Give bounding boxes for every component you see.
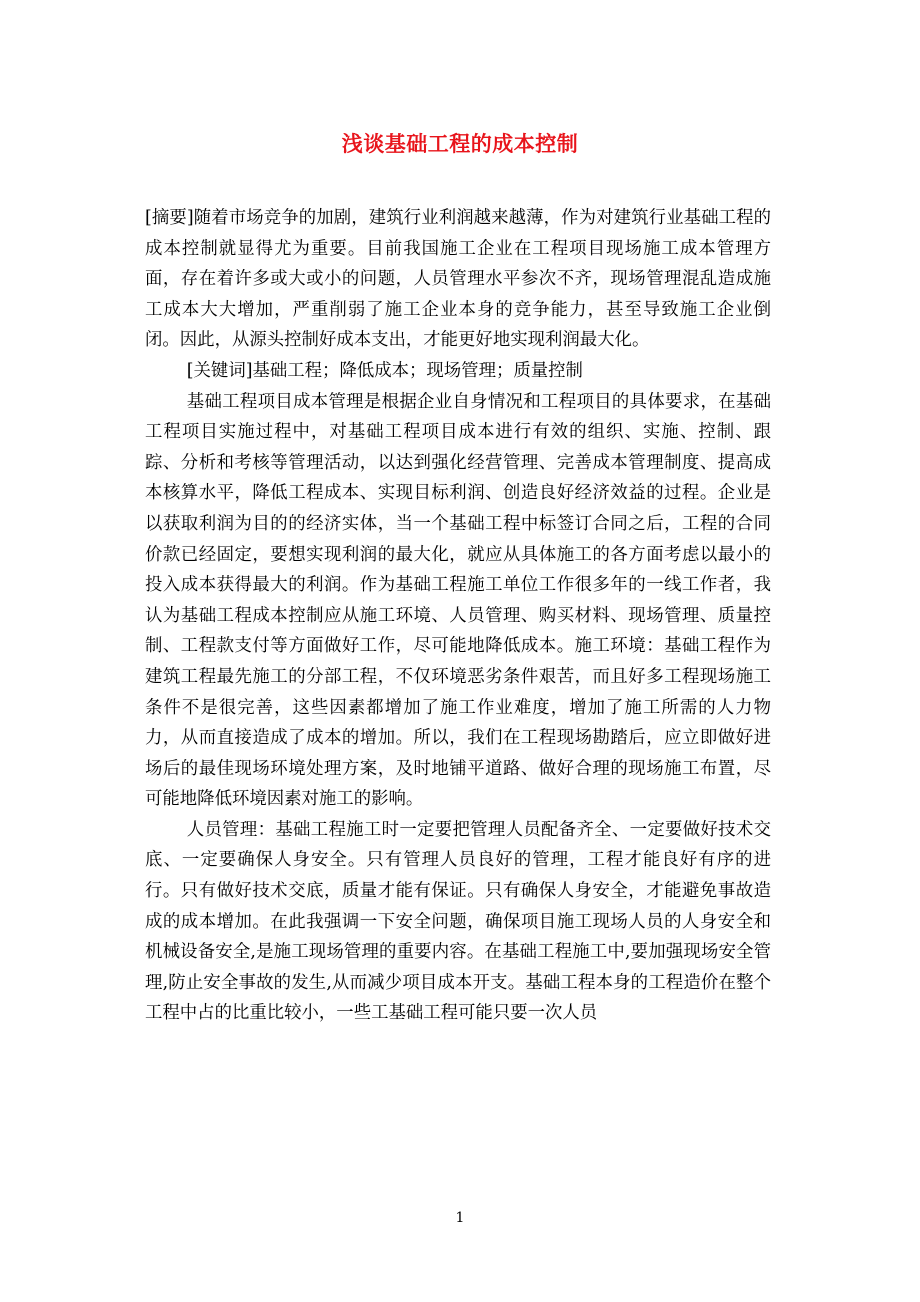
document-title: 浅谈基础工程的成本控制 <box>341 132 579 156</box>
page-number: 1 <box>455 1210 465 1226</box>
body-paragraph: 人员管理：基础工程施工时一定要把管理人员配备齐全、一定要做好技术交底、一定要确保人身安全。只有管理人员良好的管理，工程才能良好有序的进行。只有做好技术交底，质量才能有保证。只有确保人身安全，才能避免事故造成的成本增加。在此我强调一下安全问题，确保项目施工现场人员的人身安全和机械设备安全,是施工现场管理的重要内容。在基础工程施工中,要加强现场安全管理,防止安全事故的发生,从而减少项目成本开支。基础工程本身的工程造价在整个工程中占的比重比较小，一些工基础工程可能只要一次人员 <box>145 819 771 1024</box>
keywords-paragraph: [关键词]基础工程；降低成本；现场管理；质量控制 <box>186 360 583 381</box>
document-body <box>145 203 771 1029</box>
body-paragraph: 基础工程项目成本管理是根据企业自身情况和工程项目的具体要求，在基础工程项目实施过程中，对基础工程项目成本进行有效的组织、实施、控制、跟踪、分析和考核等管理活动，以达到强化经营管理、完善成本管理制度、提高成本核算水平，降低工程成本、实现目标利润、创造良好经济效益的过程。企业是以获取利润为目的的经济实体，当一个基础工程中标签订合同之后，工程的合同价款已经固定，要想实现利润的最大化，就应从具体施工的各方面考虑以最小的投入成本获得最大的利润。作为基础工程施工单位工作很多年的一线工作者，我认为基础工程成本控制应从施工环境、人员管理、购买材料、现场管理、质量控制、工程款支付等方面做好工作，尽可能地降低成本。施工环境：基础工程作为建筑工程最先施工的分部工程，不仅环境恶劣条件艰苦，而且好多工程现场施工条件不是很完善，这些因素都增加了施工作业难度，增加了施工所需的人力物力，从而直接造成了成本的增加。所以，我们在工程现场勘踏后，应立即做好进场后的最佳现场环境处理方案，及时地铺平道路、做好合理的现场施工布置，尽可能地降低环境因素对施工的影响。 <box>145 391 771 810</box>
abstract-paragraph: [摘要]随着市场竞争的加剧，建筑行业利润越来越薄，作为对建筑行业基础工程的成本控制就显得尤为重要。目前我国施工企业在工程项目现场施工成本管理方面，存在着许多或大或小的问题，人员管理水平参次不齐，现场管理混乱造成施工成本大大增加，严重削弱了施工企业本身的竞争能力，甚至导致施工企业倒闭。因此，从源头控制好成本支出，才能更好地实现利润最大化。 <box>145 208 771 351</box>
